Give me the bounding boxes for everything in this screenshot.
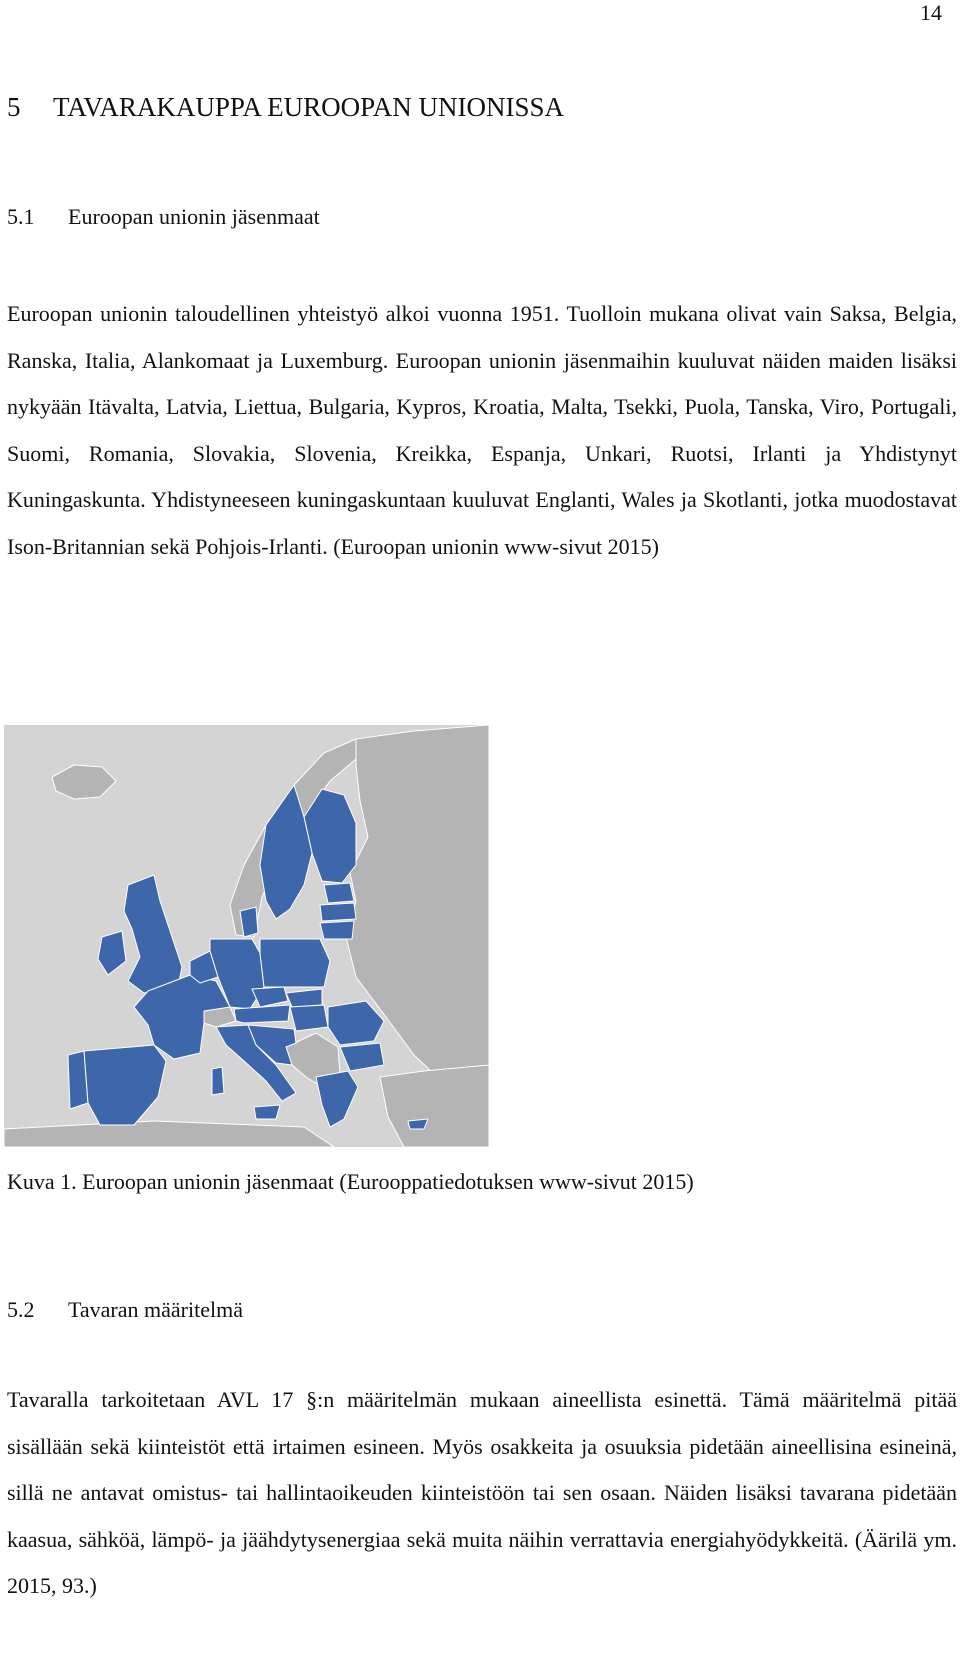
section-5-number: 5 (7, 92, 21, 122)
cyprus (408, 1119, 428, 1129)
section-5-heading (7, 90, 564, 124)
section-5-2-number: 5.2 (7, 1297, 35, 1322)
sardinia (212, 1067, 224, 1095)
section-5-1-paragraph: Euroopan unionin taloudellinen yhteistyö alkoi vuonna 1951. Tuolloin mukana olivat vain Saksa, Belgia, Ranska, Italia, Alankomaat ja Luxemburg. Euroopan unionin jäsenmaihin kuuluvat näiden maiden lisäksi nykyään Itävalta, Latvia, Liettua, Bulgaria, Kypros, Kroatia, Malta, Tsekki, Puola, Tanska, Viro, Portugali, Suomi, Romania, Slovakia, Slovenia, Kreikka, Espanja, Unkari, Ruotsi, Irlanti ja Yhdistynyt Kuningaskunta. Yhdistyneeseen kuningaskuntaan kuuluvat Englanti, Wales ja Skotlanti, jotka muodostavat Ison-Britannian sekä Pohjois-Irlanti. (Euroopan unionin www-sivut 2015) (7, 301, 957, 559)
iceland (52, 765, 116, 799)
united-kingdom (124, 875, 182, 993)
section-5-1-title: Euroopan unionin jäsenmaat (68, 204, 320, 229)
north-africa (4, 1121, 334, 1147)
poland (260, 939, 330, 987)
section-5-2-heading (7, 1296, 243, 1324)
greece (316, 1071, 358, 1127)
hungary (290, 1005, 328, 1031)
slovakia (286, 989, 322, 1007)
turkey (380, 1065, 489, 1147)
lithuania (320, 921, 354, 939)
section-5-1-heading (7, 203, 320, 231)
section-5-2-title: Tavaran määritelmä (68, 1297, 243, 1322)
page-number: 14 (920, 0, 942, 25)
figure-caption: Kuva 1. Euroopan unionin jäsenmaat (Eurooppatiedotuksen www-sivut 2015) (7, 1169, 694, 1194)
section-5-2-paragraph: Tavaralla tarkoitetaan AVL 17 §:n määritelmän mukaan aineellista esinettä. Tämä määritelmä pitää sisällään sekä kiinteistöt että irtaimen esineen. Myös osakkeita ja osuuksia pidetään aineellisina esineinä, sillä ne antavat omistus- tai hallintaoikeuden kiinteistöön tai sen osaan. Näiden lisäksi tavarana pidetään kaasua, sähköä, lämpö- ja jäähdytysenergiaa sekä muita näihin verrattavia energiahyödykkeitä. (Äärilä ym. 2015, 93.) (7, 1387, 957, 1598)
ireland (98, 931, 126, 975)
spain (84, 1045, 166, 1125)
sicily (254, 1105, 280, 1119)
section-5-1-number: 5.1 (7, 204, 35, 229)
latvia (320, 903, 356, 921)
eu-member-map (4, 725, 489, 1147)
estonia (324, 883, 354, 903)
section-5-title: TAVARAKAUPPA EUROOPAN UNIONISSA (53, 92, 564, 122)
bulgaria (340, 1043, 384, 1071)
eu-map-svg (4, 725, 489, 1147)
romania (328, 1001, 384, 1045)
czechia (252, 987, 288, 1007)
